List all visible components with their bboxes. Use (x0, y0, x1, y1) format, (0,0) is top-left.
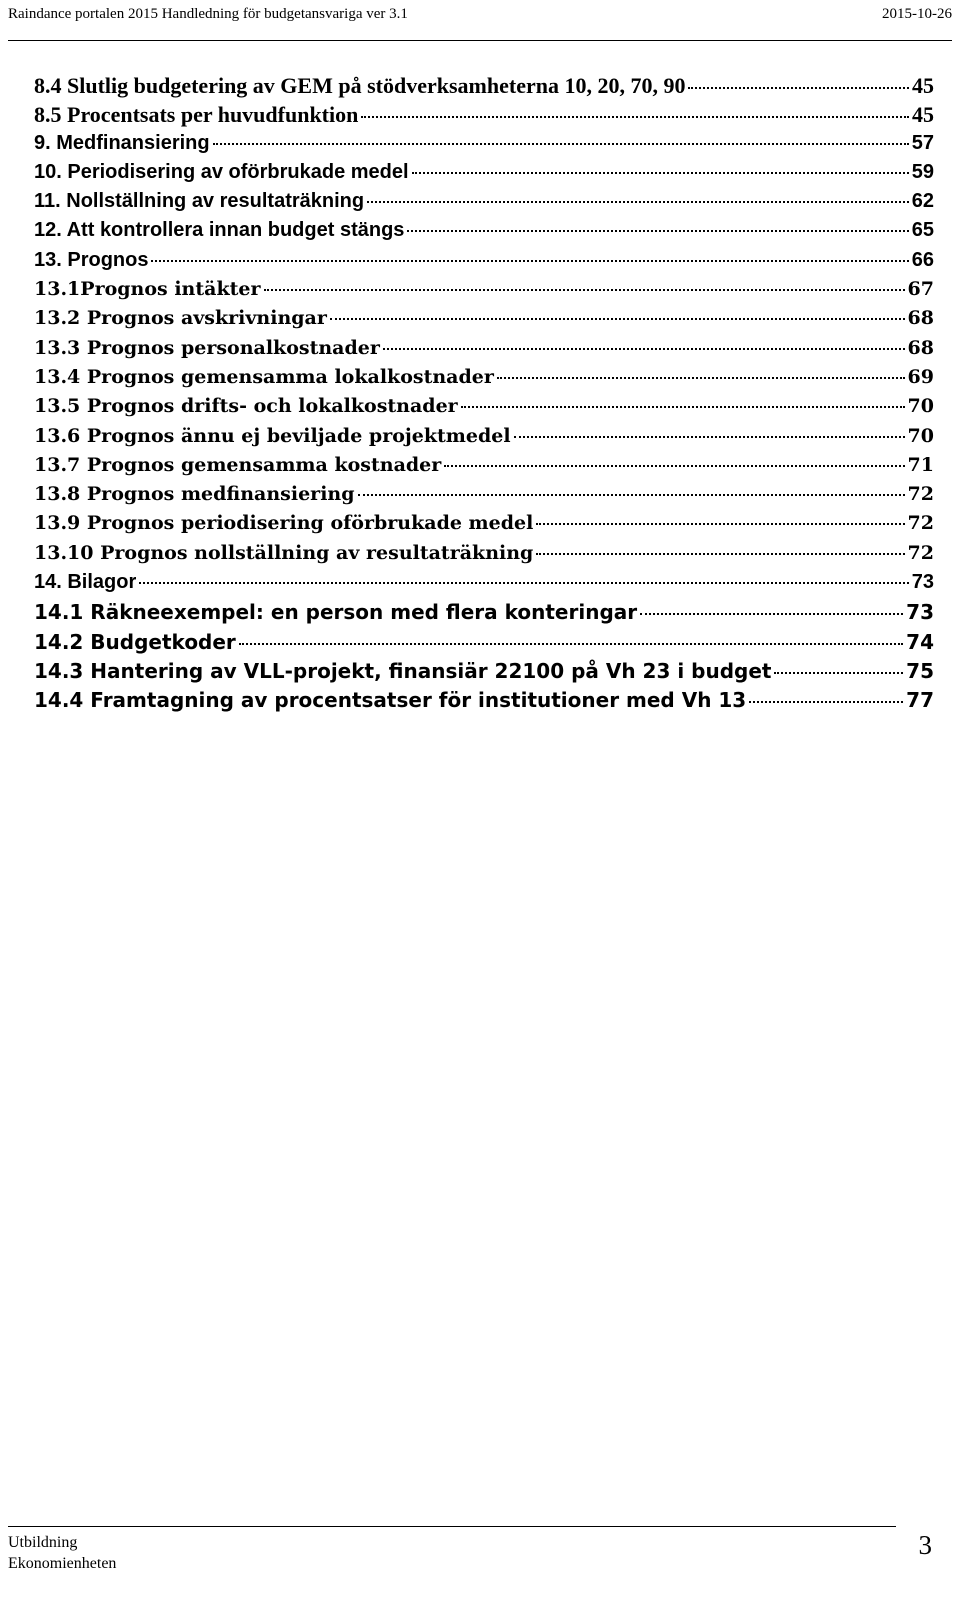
toc-entry-title: 11. Nollställning av resultaträkning (34, 190, 365, 213)
toc-leader (412, 172, 909, 174)
toc-entry-title: 13.10 Prognos nollställning av resultaträkning (34, 541, 534, 564)
page-footer (8, 1532, 116, 1574)
toc-leader (367, 201, 909, 203)
toc-entry-title: 14. Bilagor (34, 571, 137, 594)
toc-entry-title: 13.4 Prognos gemensamma lokalkostnader (34, 365, 494, 388)
toc-entry[interactable] (34, 483, 934, 512)
footer-unit: Ekonomienheten (8, 1555, 117, 1572)
toc-entry[interactable] (34, 337, 934, 366)
toc-entry[interactable] (34, 630, 934, 659)
toc-entry-title: 13.5 Prognos drifts- och lokalkostnader (34, 395, 458, 418)
toc-leader (407, 230, 908, 232)
toc-entry-page: 68 (907, 336, 934, 359)
toc-entry-page: 69 (907, 365, 934, 388)
toc-entry-title: 13.1Prognos intäkter (34, 278, 261, 301)
toc-entry[interactable] (34, 542, 934, 571)
toc-entry[interactable] (34, 161, 934, 190)
toc-entry-page: 77 (906, 688, 934, 713)
toc-entry[interactable] (34, 219, 934, 248)
document-title: Raindance portalen 2015 Handledning för budgetansvariga ver 3.1 (8, 6, 408, 22)
toc-entry-page: 45 (912, 73, 934, 98)
toc-entry[interactable] (34, 73, 934, 102)
toc-entry-title: 13.6 Prognos ännu ej beviljade projektmedel (34, 424, 511, 447)
toc-entry[interactable] (34, 132, 934, 161)
toc-entry-page: 65 (911, 219, 934, 242)
toc-leader (239, 643, 903, 645)
toc-entry-page: 72 (907, 541, 934, 564)
page-header (8, 0, 952, 41)
toc-entry[interactable] (34, 307, 934, 336)
toc-entry-title: 8.4 Slutlig budgetering av GEM på stödverksamheterna 10, 20, 70, 90 (34, 73, 686, 98)
toc-entry[interactable] (34, 102, 934, 131)
toc-entry-title: 14.3 Hantering av VLL-projekt, finansiär 22100 på Vh 23 i budget (34, 658, 772, 683)
toc-entry[interactable] (34, 512, 934, 541)
toc-entry[interactable] (34, 688, 934, 717)
toc-leader (330, 318, 905, 320)
toc-leader (139, 582, 908, 584)
toc-entry-title: 14.2 Budgetkoder (34, 629, 236, 654)
toc-leader (640, 613, 903, 615)
toc-entry-title: 14.4 Framtagning av procentsatser för institutioner med Vh 13 (34, 688, 747, 713)
table-of-contents (34, 73, 934, 718)
toc-leader (358, 494, 905, 496)
toc-entry-page: 70 (907, 395, 934, 418)
toc-entry-page: 71 (907, 453, 934, 476)
toc-entry[interactable] (34, 454, 934, 483)
toc-entry-page: 73 (911, 571, 934, 594)
toc-entry-title: 13.7 Prognos gemensamma kostnader (34, 453, 442, 476)
toc-entry[interactable] (34, 600, 934, 629)
toc-entry-page: 68 (907, 307, 934, 330)
toc-entry[interactable] (34, 190, 934, 219)
page-number: 3 (918, 1530, 932, 1560)
toc-entry-title: 12. Att kontrollera innan budget stängs (34, 219, 405, 242)
toc-entry-page: 67 (907, 278, 934, 301)
toc-entry-title: 13.8 Prognos medfinansiering (34, 483, 355, 506)
footer-department: Utbildning (8, 1534, 78, 1551)
toc-entry-title: 8.5 Procentsats per huvudfunktion (34, 102, 359, 128)
toc-leader (461, 406, 905, 408)
document-date: 2015-10-26 (882, 6, 952, 22)
toc-entry[interactable] (34, 425, 934, 454)
toc-leader (749, 701, 903, 703)
toc-leader (151, 260, 908, 262)
toc-entry-title: 14.1 Räkneexempel: en person med flera konteringar (34, 600, 638, 625)
footer-divider (8, 1526, 896, 1527)
toc-entry-page: 59 (911, 160, 934, 183)
toc-leader (213, 143, 909, 145)
toc-entry[interactable] (34, 366, 934, 395)
toc-leader (514, 436, 905, 438)
toc-entry-page: 70 (907, 424, 934, 447)
toc-entry[interactable] (34, 249, 934, 278)
toc-entry-page: 74 (906, 629, 934, 654)
toc-entry-page: 72 (907, 483, 934, 506)
toc-leader (688, 87, 909, 89)
toc-leader (497, 377, 905, 379)
toc-entry-title: 13.9 Prognos periodisering oförbrukade medel (34, 512, 534, 535)
toc-entry-page: 66 (911, 248, 934, 271)
toc-entry-page: 62 (911, 190, 934, 213)
toc-entry-title: 13.2 Prognos avskrivningar (34, 307, 327, 330)
toc-entry-page: 72 (907, 512, 934, 535)
toc-entry-title: 9. Medfinansiering (34, 131, 210, 154)
toc-leader (536, 553, 904, 555)
toc-entry-page: 73 (906, 600, 934, 625)
toc-entry-title: 13. Prognos (34, 248, 149, 271)
toc-entry[interactable] (34, 571, 934, 600)
toc-entry-title: 13.3 Prognos personalkostnader (34, 336, 380, 359)
toc-entry[interactable] (34, 659, 934, 688)
toc-leader (774, 672, 903, 674)
toc-entry[interactable] (34, 278, 934, 307)
toc-leader (444, 465, 904, 467)
toc-leader (383, 348, 905, 350)
toc-entry-page: 57 (911, 131, 934, 154)
toc-entry[interactable] (34, 395, 934, 424)
toc-leader (536, 523, 904, 525)
toc-entry-page: 45 (912, 102, 934, 128)
toc-leader (264, 289, 905, 291)
toc-leader (361, 116, 909, 118)
toc-entry-page: 75 (906, 658, 934, 683)
toc-entry-title: 10. Periodisering av oförbrukade medel (34, 160, 409, 183)
